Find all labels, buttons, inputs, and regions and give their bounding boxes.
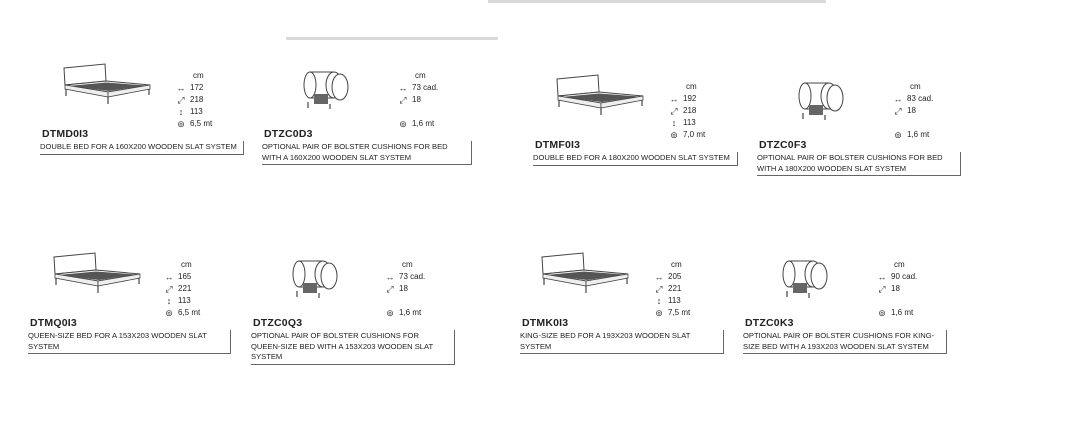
height-arrow-icon: ↕: [166, 296, 172, 306]
product-code: DTMK0I3: [522, 317, 569, 329]
product-description: KING-SIZE BED FOR A 193X203 WOODEN SLAT SYSTEM: [520, 330, 724, 354]
fabric-roll-icon: ⊚: [670, 130, 678, 140]
bed-illustration: [60, 62, 155, 112]
height-value: 113: [178, 296, 191, 305]
depth-value: 18: [891, 284, 900, 293]
dimension-specs: [381, 259, 425, 319]
width-arrow-icon: ↔: [877, 272, 887, 282]
product-description: OPTIONAL PAIR OF BOLSTER CUSHIONS FOR KING-SIZE BED WITH A 193X203 WOODEN SLAT SYSTEM: [743, 330, 947, 354]
width-value: 192: [683, 94, 697, 103]
unit-label: cm: [402, 260, 413, 269]
product-description: OPTIONAL PAIR OF BOLSTER CUSHIONS FOR BED WITH A 160X200 WOODEN SLAT SYSTEM: [262, 141, 472, 165]
cushion-illustration: [795, 79, 847, 126]
width-value: 73 cad.: [399, 272, 426, 281]
dimension-specs: [665, 81, 705, 141]
width-arrow-icon: ↔: [398, 83, 408, 93]
top-rule: [488, 0, 826, 3]
product-code: DTMQ0I3: [30, 317, 77, 329]
fabric-roll-icon: ⊚: [655, 308, 663, 318]
depth-value: 18: [399, 284, 408, 293]
depth-value: 221: [178, 284, 192, 293]
height-arrow-icon: ↕: [671, 118, 677, 128]
fabric-roll-icon: ⊚: [878, 308, 886, 318]
product-description: OPTIONAL PAIR OF BOLSTER CUSHIONS FOR QUEEN-SIZE BED WITH A 153X203 WOODEN SLAT SYSTEM: [251, 330, 455, 365]
unit-label: cm: [193, 71, 204, 80]
cushion-illustration: [300, 68, 352, 115]
bed-icon: [60, 62, 155, 107]
unit-label: cm: [415, 71, 426, 80]
width-arrow-icon: ↔: [669, 94, 679, 104]
depth-arrow-icon: ⤢: [177, 95, 185, 105]
dimension-specs: [650, 259, 690, 319]
width-value: 172: [190, 83, 204, 92]
depth-arrow-icon: ⤢: [670, 106, 678, 116]
dimension-specs: [873, 259, 917, 319]
fabric-roll-icon: ⊚: [894, 130, 902, 140]
product-code: DTMF0I3: [535, 139, 581, 151]
fabric-value: 1,6 mt: [891, 308, 914, 317]
width-value: 73 cad.: [412, 83, 439, 92]
product-code: DTZC0D3: [264, 128, 313, 140]
width-arrow-icon: ↔: [654, 272, 664, 282]
unit-label: cm: [671, 260, 682, 269]
depth-arrow-icon: ⤢: [894, 106, 902, 116]
product-description: QUEEN-SIZE BED FOR A 153X203 WOODEN SLAT SYSTEM: [28, 330, 231, 354]
product-description: DOUBLE BED FOR A 180X200 WOODEN SLAT SYSTEM: [533, 152, 738, 166]
bed-icon: [50, 251, 145, 296]
height-value: 113: [190, 107, 203, 116]
depth-value: 18: [412, 95, 421, 104]
bed-illustration: [553, 73, 648, 123]
bolster-cushions-icon: [289, 257, 341, 299]
fabric-value: 6,5 mt: [190, 119, 213, 128]
product-code: DTZC0K3: [745, 317, 794, 329]
depth-arrow-icon: ⤢: [399, 95, 407, 105]
width-arrow-icon: ↔: [893, 94, 903, 104]
width-arrow-icon: ↔: [176, 83, 186, 93]
bed-icon: [553, 73, 648, 118]
product-code: DTZC0F3: [759, 139, 807, 151]
product-description: OPTIONAL PAIR OF BOLSTER CUSHIONS FOR BED WITH A 180X200 WOODEN SLAT SYSTEM: [757, 152, 961, 176]
fabric-value: 6,5 mt: [178, 308, 201, 317]
bed-illustration: [50, 251, 145, 301]
fabric-value: 7,5 mt: [668, 308, 691, 317]
unit-label: cm: [910, 82, 921, 91]
width-value: 83 cad.: [907, 94, 934, 103]
fabric-roll-icon: ⊚: [386, 308, 394, 318]
dimension-specs: [394, 70, 438, 130]
width-value: 205: [668, 272, 682, 281]
bolster-cushions-icon: [795, 79, 847, 121]
depth-value: 218: [683, 106, 697, 115]
depth-arrow-icon: ⤢: [165, 284, 173, 294]
fabric-roll-icon: ⊚: [177, 119, 185, 129]
product-description: DOUBLE BED FOR A 160X200 WOODEN SLAT SYSTEM: [40, 141, 244, 155]
depth-arrow-icon: ⤢: [655, 284, 663, 294]
fabric-roll-icon: ⊚: [165, 308, 173, 318]
dimension-specs: [160, 259, 200, 319]
width-arrow-icon: ↔: [164, 272, 174, 282]
cushion-illustration: [779, 257, 831, 304]
fabric-value: 7,0 mt: [683, 130, 706, 139]
depth-value: 218: [190, 95, 204, 104]
depth-arrow-icon: ⤢: [386, 284, 394, 294]
fabric-value: 1,6 mt: [907, 130, 930, 139]
bed-icon: [538, 251, 633, 296]
product-code: DTMD0I3: [42, 128, 89, 140]
depth-value: 18: [907, 106, 916, 115]
width-arrow-icon: ↔: [385, 272, 395, 282]
depth-value: 221: [668, 284, 682, 293]
fabric-value: 1,6 mt: [412, 119, 435, 128]
bolster-cushions-icon: [779, 257, 831, 299]
bed-illustration: [538, 251, 633, 301]
height-arrow-icon: ↕: [656, 296, 662, 306]
cushion-illustration: [289, 257, 341, 304]
width-value: 90 cad.: [891, 272, 918, 281]
width-value: 165: [178, 272, 192, 281]
bolster-cushions-icon: [300, 68, 352, 110]
unit-label: cm: [686, 82, 697, 91]
fabric-value: 1,6 mt: [399, 308, 422, 317]
unit-label: cm: [894, 260, 905, 269]
depth-arrow-icon: ⤢: [878, 284, 886, 294]
height-arrow-icon: ↕: [178, 107, 184, 117]
top-rule: [286, 37, 498, 40]
height-value: 113: [668, 296, 681, 305]
unit-label: cm: [181, 260, 192, 269]
product-code: DTZC0Q3: [253, 317, 303, 329]
dimension-specs: [889, 81, 933, 141]
dimension-specs: [172, 70, 212, 130]
height-value: 113: [683, 118, 696, 127]
fabric-roll-icon: ⊚: [399, 119, 407, 129]
